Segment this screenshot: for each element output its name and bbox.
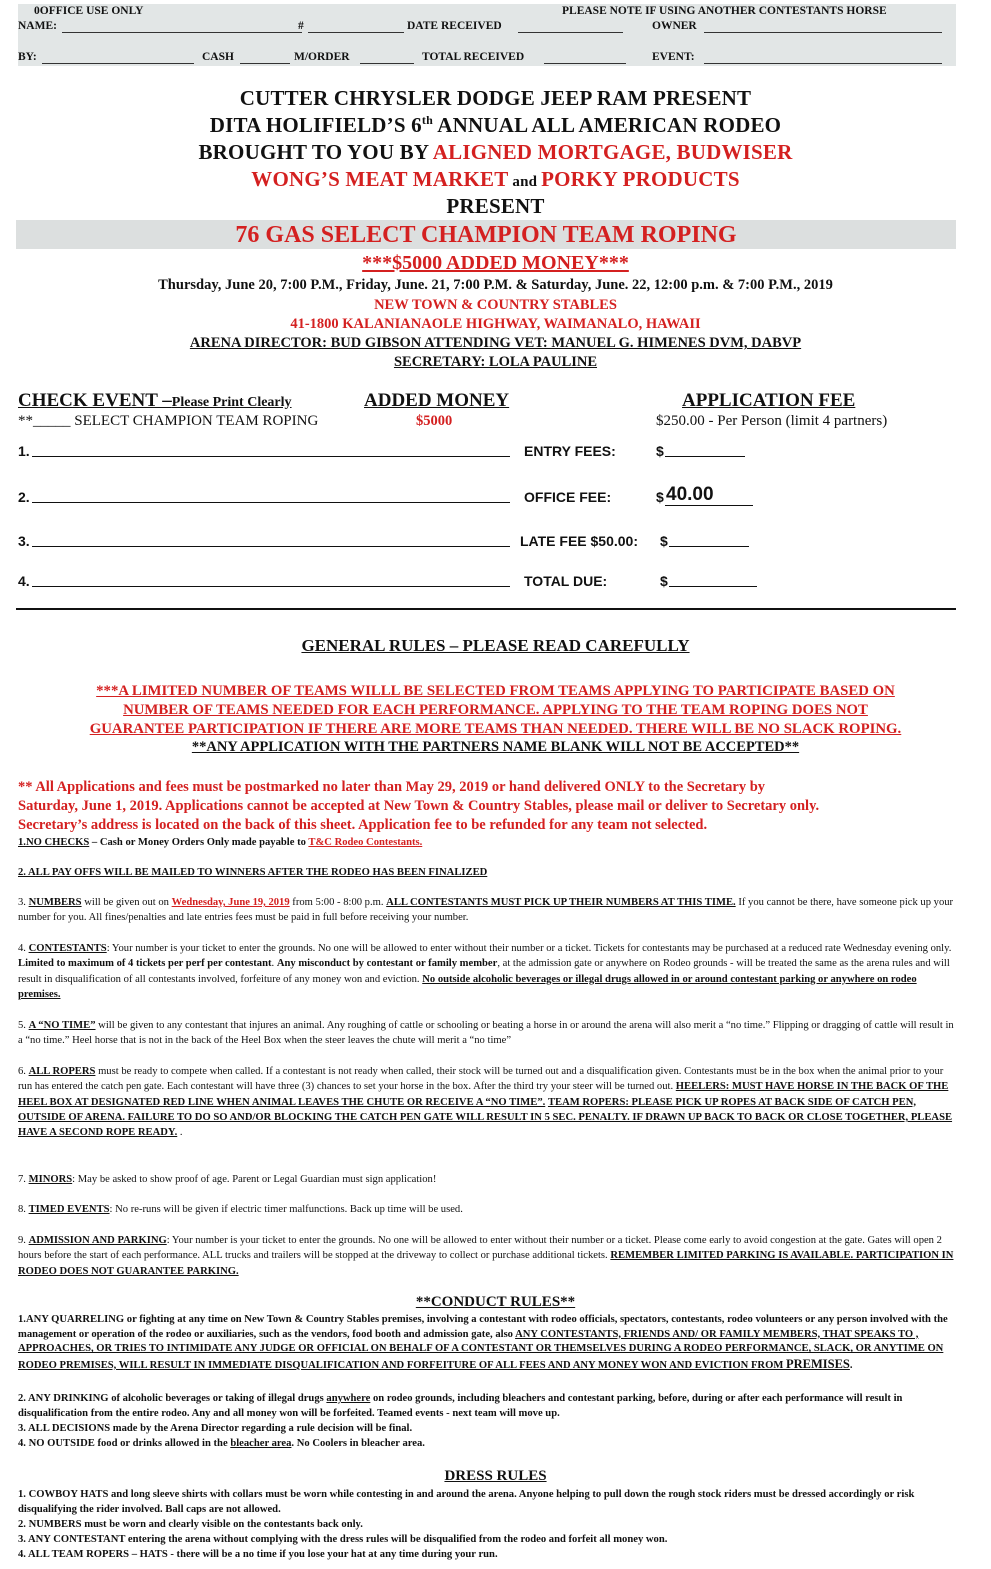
rule-2: 2. ALL PAY OFFS WILL BE MAILED TO WINNERS AFTER THE RODEO HAS BEEN FINALIZED	[18, 867, 488, 878]
title-line-2: DITA HOLIFIELD’S 6th ANNUAL ALL AMERICAN RODEO	[209, 113, 782, 137]
venue-name: NEW TOWN & COUNTRY STABLES	[374, 297, 617, 313]
rule-3: 3. NUMBERS will be given out on Wednesday, June 19, 2019 from 5:00 - 8:00 p.m. ALL CONTESTANTS MUST PICK UP THEIR NUMBERS AT THIS TIME. If you cannot be there, have someone pick up your number for you. All fines/penalties and late entries fees must be paid in full before receiving your number.	[18, 897, 954, 924]
application-fee-heading: APPLICATION FEE	[682, 390, 856, 411]
event-banner	[16, 220, 956, 249]
entry-fees-label: ENTRY FEES:	[524, 443, 616, 459]
date-received-label: DATE RECEIVED	[407, 20, 502, 32]
by-field[interactable]	[42, 52, 194, 64]
office-fee-value: 40.00	[666, 484, 714, 505]
total-due-field[interactable]	[669, 573, 757, 587]
event-label: EVENT:	[652, 51, 695, 63]
partner-2-field[interactable]	[32, 489, 510, 503]
entry-fees-field[interactable]	[665, 443, 745, 457]
rule-4: 4. CONTESTANTS: Your number is your ticket to enter the grounds. No one will be allowed to enter without their number or a ticket. Tickets for contestants may be purchased at a reduced rate Wednesday evening only. Limited to maximum of 4 tickets per perf per contestant. Any misconduct by contestant or family member, at the admission gate or anywhere on Rodeo grounds - will be treated the same as the arena rules and will result in disqualification of all contestants involved, forfeiture of any money won and eviction. No outside alcoholic beverages or illegal drugs allowed in or around contestant parking or anywhere on rodeo premises.	[18, 943, 952, 1000]
total-due-label: TOTAL DUE:	[524, 573, 608, 589]
late-fee-field[interactable]	[669, 533, 749, 547]
number-field[interactable]	[308, 21, 404, 33]
cash-label: CASH	[202, 51, 234, 63]
sponsor-line-2: WONG’S MEAT MARKET and PORKY PRODUCTS	[251, 167, 740, 191]
secretary-line: SECRETARY: LOLA PAULINE	[393, 354, 598, 370]
cash-field[interactable]	[240, 52, 290, 64]
total-due-dollar: $	[660, 573, 668, 589]
office-fee-dollar: $	[656, 489, 664, 505]
conduct-rule-3: 3. ALL DECISIONS made by the Arena Director regarding a rule decision will be final.	[18, 1423, 413, 1434]
title-line-1: CUTTER CHRYSLER DODGE JEEP RAM PRESENT	[239, 86, 752, 110]
total-received-label: TOTAL RECEIVED	[422, 51, 525, 63]
sponsor-line-1: BROUGHT TO YOU BY ALIGNED MORTGAGE, BUDWISER	[198, 140, 793, 164]
check-event-heading: CHECK EVENT –Please Print Clearly	[18, 390, 292, 411]
partner-3-field[interactable]	[32, 533, 510, 547]
rule-9: 9. ADMISSION AND PARKING: Your number is your ticket to enter the grounds. No one will be allowed to enter without their number or a ticket. Please come early to avoid congestion at the gate. Gates will open 2 hours before the start of each performance. ALL trucks and trailers will be stopped at the driveway to collect or purchase additional tickets. REMEMBER LIMITED PARKING IS AVAILABLE. PARTICIPATION IN RODEO DOES NOT GUARANTEE PARKING.	[18, 1235, 954, 1277]
event-checkbox-line[interactable]: **_____ SELECT CHAMPION TEAM ROPING	[18, 413, 319, 429]
section-divider	[16, 608, 956, 610]
partner-1-number: 1.	[18, 443, 30, 459]
owner-label: OWNER	[652, 20, 697, 32]
rule-5: 5. A “NO TIME” will be given to any contestant that injures an animal. Any roughing of cattle or schooling or beating a horse in or around the arena will also merit a “no time.” Flipping or dragging of cattle will result in a “no time.” Heel horse that is not in the back of the Heel Box when the steer leaves the chute will merit a “no time”	[18, 1020, 954, 1047]
event-title: 76 GAS SELECT CHAMPION TEAM ROPING	[235, 222, 737, 248]
owner-field[interactable]	[704, 21, 942, 33]
office-use-box	[18, 4, 956, 66]
partner-2-number: 2.	[18, 489, 30, 505]
postmark-notice: ** All Applications and fees must be postmarked no later than May 29, 2019 or hand delivered ONLY to the Secretary by Saturday, June 1, 2019. Applications cannot be accepted at New Town & Country Stables, please mail or deliver to Secretary only. Secretary’s address is located on the back of this sheet. Application fee to be refunded for any team not selected.	[18, 779, 820, 833]
late-fee-dollar: $	[660, 533, 668, 549]
fee-text: $250.00 - Per Person (limit 4 partners)	[656, 413, 888, 429]
rule-7: 7. MINORS: May be asked to show proof of age. Parent or Legal Guardian must sign application!	[18, 1174, 437, 1185]
by-label: BY:	[18, 51, 37, 63]
partner-3-number: 3.	[18, 533, 30, 549]
name-label: NAME:	[18, 20, 57, 32]
dress-rule-3: 3. ANY CONTESTANT entering the arena without complying with the dress rules will be disqualified from the rodeo and forfeit all money won.	[18, 1534, 668, 1545]
office-fee-label: OFFICE FEE:	[524, 489, 612, 505]
rule-6: 6. ALL ROPERS must be ready to compete when called. If a contestant is not ready when called, their stock will be turned out and a disqualification given. Contestants must be in the box when the animal prior to your run has entered the catch pen gate. Each contestant will have three (3) chances to set your horse in the box. After the third try your steer will be turned out. HEELERS: MUST HAVE HORSE IN THE BACK OF THE HEEL BOX AT DESIGNATED RED LINE WHEN ANIMAL LEAVES THE CHUTE OR RECEIVE A “NO TIME”. TEAM ROPERS: PLEASE PICK UP ROPES AT BACK SIDE OF CATCH PEN, OUTSIDE OF ARENA. FAILURE TO DO SO AND/OR BLOCKING THE CATCH PEN GATE WILL RESULT IN 5 SEC. PENALTY. IF DRAWN UP BACK TO BACK OR CLOSE TOGETHER, PLEASE HAVE A SECOND ROPE READY. .	[18, 1066, 953, 1139]
partner-1-field[interactable]	[32, 443, 510, 457]
late-fee-label: LATE FEE $50.00:	[520, 533, 639, 549]
added-money-value: $5000	[416, 413, 453, 429]
morder-label: M/ORDER	[294, 51, 350, 63]
officials-line: ARENA DIRECTOR: BUD GIBSON ATTENDING VET: MANUEL G. HIMENES DVM, DABVP	[189, 335, 802, 351]
added-money-banner: ***$5000 ADDED MONEY***	[362, 252, 629, 274]
rule-8: 8. TIMED EVENTS: No re-runs will be given if electric timer malfunctions. Back up time will be used.	[18, 1204, 463, 1215]
dress-rules-heading: DRESS RULES	[444, 1468, 547, 1484]
conduct-rule-2: 2. ANY DRINKING of alcoholic beverages or taking of illegal drugs anywhere on rodeo grounds, including bleachers and contestant parking, before, during or after each performance will result in disqualification from the entire rodeo. Any and all money won will be forfeited. Teamed events - next team will move up.	[18, 1393, 903, 1419]
dress-rule-1: 1. COWBOY HATS and long sleeve shirts with collars must be worn while contesting in and around the arena. Anyone helping to pull down the rough stock riders must be dressed accordingly or risk disqualifying the rider involved. Ball caps are not allowed.	[18, 1489, 915, 1515]
dress-rule-4: 4. ALL TEAM ROPERS – HATS - there will be a no time if you lose your hat at any time during your run.	[18, 1549, 498, 1560]
conduct-rule-4: 4. NO OUTSIDE food or drinks allowed in the bleacher area. No Coolers in bleacher area.	[18, 1438, 425, 1449]
horse-note: PLEASE NOTE IF USING ANOTHER CONTESTANTS HORSE	[562, 5, 887, 17]
date-received-field[interactable]	[518, 21, 623, 33]
blank-partner-notice: **ANY APPLICATION WITH THE PARTNERS NAME BLANK WILL NOT BE ACCEPTED**	[191, 739, 800, 755]
added-money-heading: ADDED MONEY	[364, 390, 510, 411]
event-dates: Thursday, June 20, 7:00 P.M., Friday, June. 21, 7:00 P.M. & Saturday, June. 22, 12:00 p.m. & 7:00 P.M., 2019	[158, 277, 833, 293]
limited-teams-notice: ***A LIMITED NUMBER OF TEAMS WILLL BE SELECTED FROM TEAMS APPLYING TO PARTICIPATE BASED ON NUMBER OF TEAMS NEEDED FOR EACH PERFORMANCE. APPLYING TO THE TEAM ROPING DOES NOT GUARANTEE PARTICIPATION IF THERE ARE MORE TEAMS THAN NEEDED. THERE WILL BE NO SLACK ROPING.	[89, 683, 902, 737]
office-fee-field	[665, 492, 753, 506]
number-label: #	[298, 20, 304, 32]
morder-field[interactable]	[360, 52, 414, 64]
office-use-title: 0OFFICE USE ONLY	[34, 5, 144, 17]
name-field[interactable]	[62, 21, 302, 33]
general-rules-heading: GENERAL RULES – PLEASE READ CAREFULLY	[301, 636, 690, 655]
partner-4-number: 4.	[18, 573, 30, 589]
venue-address: 41-1800 KALANIANAOLE HIGHWAY, WAIMANALO, HAWAII	[290, 316, 701, 332]
partner-4-field[interactable]	[32, 573, 510, 587]
conduct-rules-heading: **CONDUCT RULES**	[415, 1294, 576, 1310]
conduct-rule-1: 1.ANY QUARRELING or fighting at any time on New Town & Country Stables premises, involving a contestant with rodeo officials, spectators, contestants, rodeo volunteers or any person involved with the management or operation of the rodeo or auxiliaries, such as the vendors, food booth and admission gate, also ANY CONTESTANTS, FRIENDS AND/ OR FAMILY MEMBERS, THAT SPEAKS TO , APPROACHES, OR TRIES TO INTIMIDATE ANY JUDGE OR OFFICIAL ON BEHALF OF A CONTESTANT OR THEMSELVES DURING A RODEO PERFORMANCE, SLACK, OR ANYTIME ON RODEO PREMISES, WILL RESULT IN IMMEDIATE DISQUALIFICATION AND FORFEITURE OF ALL FEES AND ANY MONEY WON AND EVICTION FROM PREMISES.	[18, 1314, 948, 1371]
total-received-field[interactable]	[544, 52, 626, 64]
rule-1: 1.NO CHECKS – Cash or Money Orders Only made payable to T&C Rodeo Contestants.	[18, 837, 423, 848]
present-line: PRESENT	[446, 194, 545, 218]
dress-rule-2: 2. NUMBERS must be worn and clearly visible on the contestants back only.	[18, 1519, 363, 1530]
entry-fees-dollar: $	[656, 443, 664, 459]
event-field[interactable]	[704, 52, 942, 64]
